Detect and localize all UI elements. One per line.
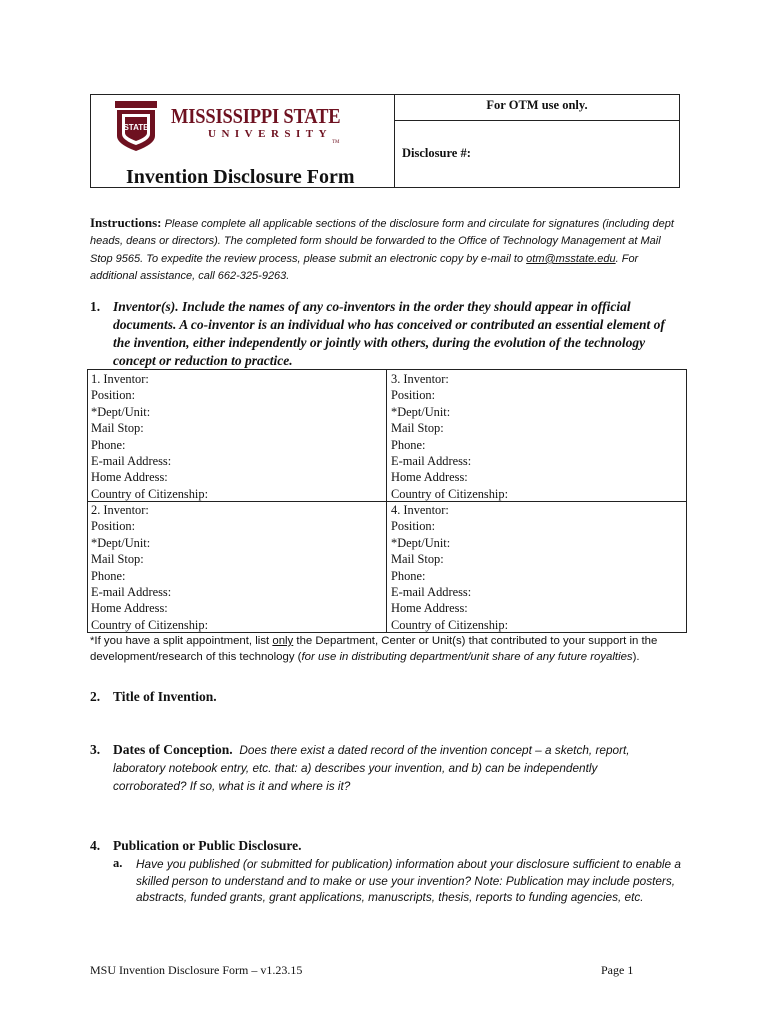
instructions-label: Instructions:: [90, 215, 162, 230]
logo-trademark: TM: [332, 140, 340, 145]
footer-page-number: Page 1: [601, 963, 634, 977]
form-title: Invention Disclosure Form: [126, 166, 355, 188]
instructions: [90, 215, 680, 285]
disclosure-number-label: Disclosure #:: [402, 146, 471, 160]
otm-email-link[interactable]: otm@msstate.edu: [526, 252, 616, 265]
logo-mark-text: STATE: [123, 123, 149, 132]
logo-title: MISSISSIPPI STATE: [171, 104, 341, 128]
split-appointment-note: *If you have a split appointment, list only the Department, Center or Unit(s) that contributed to your support in the development/research of this technology (for use in distributing department/unit share of any future royalties).: [90, 635, 658, 664]
section-2-title: Title of Invention.: [113, 689, 217, 704]
section-4-title: Publication or Public Disclosure.: [113, 838, 302, 853]
inventor-cell-1[interactable]: 1. Inventor: Position: *Dept/Unit: Mail Stop: Phone: E-mail Address: Home Address: Country of Citizenship:: [91, 372, 209, 501]
section-4a-question: Have you published (or submitted for publication) information about your disclosure sufficient to enable a skilled person to understand and to make or use your invention? Note: Publication may include posters, abstracts, funded grants, grant applications, manuscripts, thesis, reports to funding agencies, etc.: [136, 857, 681, 904]
inventor-cell-2[interactable]: 2. Inventor: Position: *Dept/Unit: Mail Stop: Phone: E-mail Address: Home Address: Country of Citizenship:: [91, 503, 209, 632]
instructions-text: Please complete all applicable sections of the disclosure form and circulate for signatures (including dept heads, deans or directors). The completed form should be forwarded to the Office of Technology Management at Mail Stop 9565. To expedite the review process, please submit an electronic copy by e-mail to otm@msstate.edu. For additional assistance, call 662-325-9263.: [90, 218, 674, 283]
section-3-title: Dates of Conception.: [113, 742, 233, 757]
section-4a-label: a.: [113, 856, 123, 870]
footer-form-version: MSU Invention Disclosure Form – v1.23.15: [90, 963, 303, 977]
otm-divider: [394, 120, 680, 121]
otm-use-label: For OTM use only.: [486, 98, 588, 112]
section-1-text: Inventor(s). Include the names of any co-inventors in the order they should appear in official documents. A co-inventor is an individual who has conceived or contributed an essential element of the invention, either independently or jointly with others, during the evolution of the technology concept or reduction to practice.: [113, 299, 665, 368]
inventor-label: 3. Inventor:: [391, 372, 449, 386]
msu-logo-icon: [114, 100, 158, 152]
inventor-label: 4. Inventor:: [391, 503, 449, 517]
inventor-label: 2. Inventor:: [91, 503, 149, 517]
logo-subtitle: UNIVERSITY: [208, 128, 333, 140]
inventor-cell-4[interactable]: 4. Inventor: Position: *Dept/Unit: Mail Stop: Phone: E-mail Address: Home Address: Country of Citizenship:: [391, 503, 509, 632]
section-3-question: Does there exist a dated record of the invention concept – a sketch, report, laboratory notebook entry, etc. that: a) describes your invention, and b) can be independently corroborated? If so, what is it and where is it?: [113, 743, 630, 793]
inventor-cell-3[interactable]: 3. Inventor: Position: *Dept/Unit: Mail Stop: Phone: E-mail Address: Home Address: Country of Citizenship:: [391, 372, 509, 501]
inventor-label: 1. Inventor:: [91, 372, 149, 386]
